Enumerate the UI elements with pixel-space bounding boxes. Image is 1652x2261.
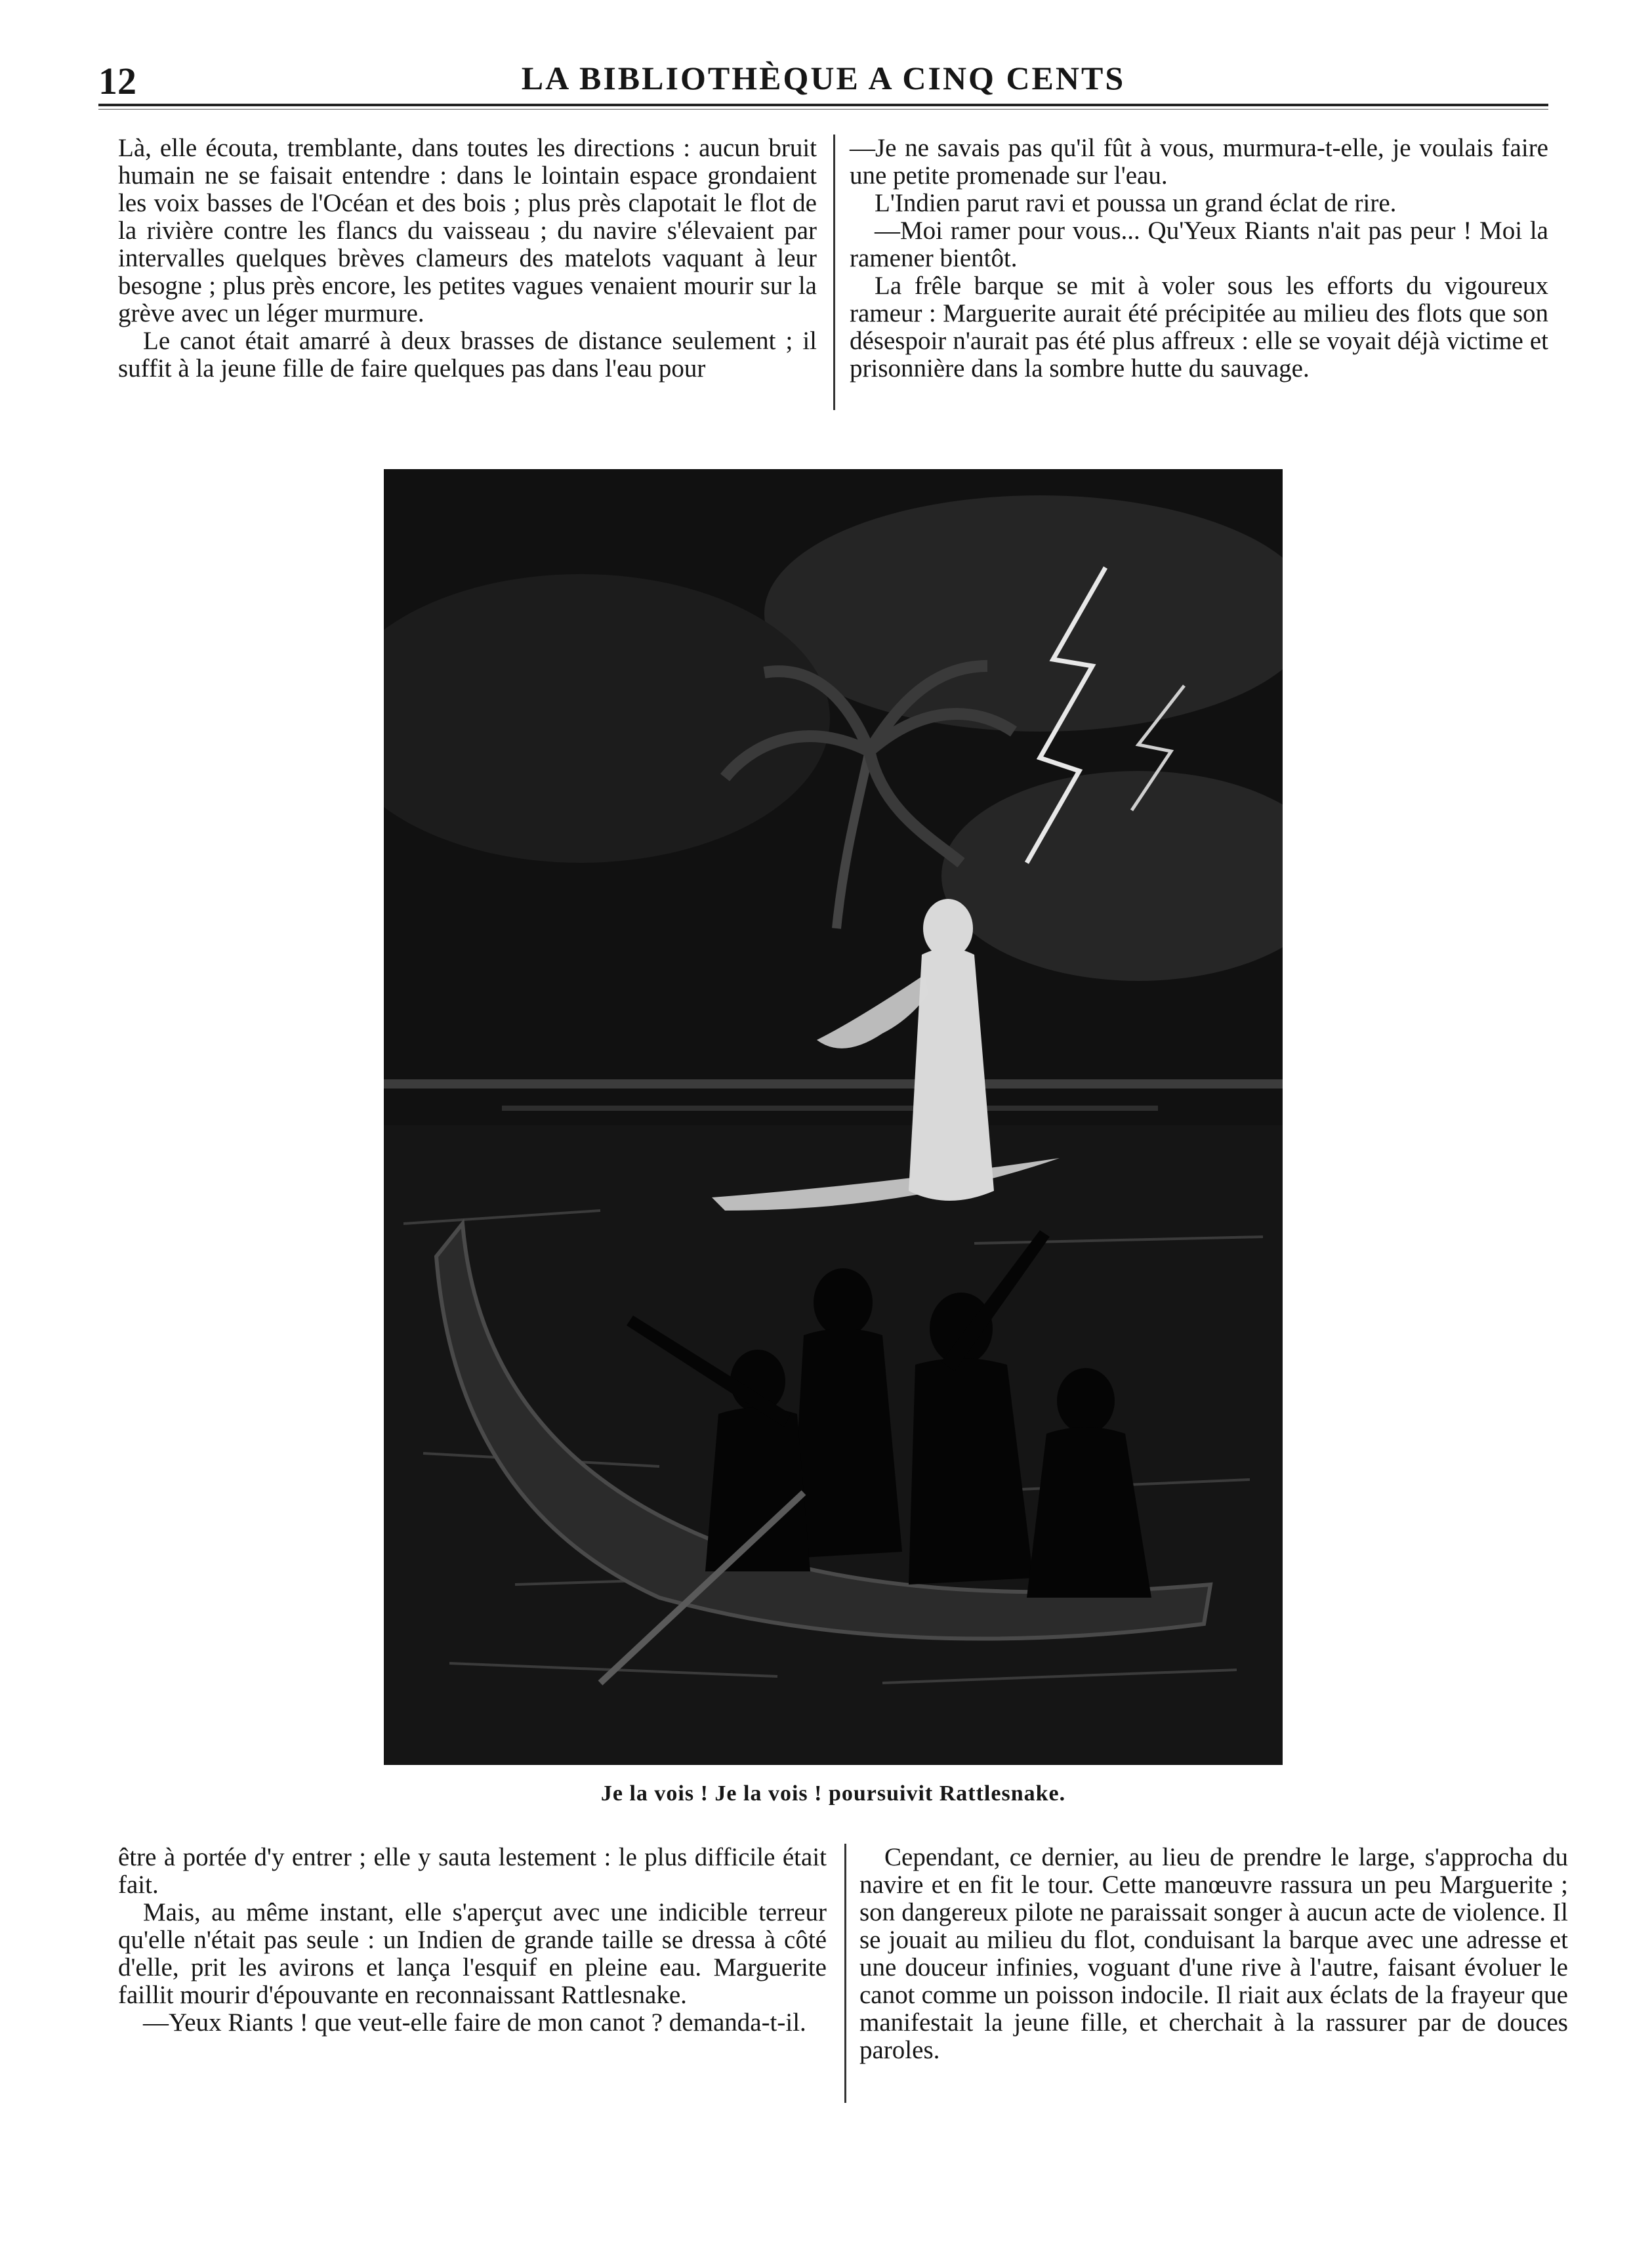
paragraph: Mais, au même instant, elle s'aperçut avec une indicible terreur qu'elle n'était pas seule : un Indien de grande taille se dressa à côté d'elle, prit les avirons et lança l'esquif en pleine eau. Marguerite faillit mourir d'épouvante en reconnaissant Rattlesnake. [118,1898,827,2009]
bottom-left-column [118,1844,827,2037]
page-header [98,59,1548,105]
paragraph: —Je ne savais pas qu'il fût à vous, murmura-t-elle, je voulais faire une petite promenade sur l'eau. [850,134,1548,190]
column-divider [844,1844,846,2103]
header-rule-thin [98,109,1548,110]
night-boat-scene [384,469,1283,1765]
running-title: LA BIBLIOTHÈQUE A CINQ CENTS [521,60,1126,96]
paragraph: être à portée d'y entrer ; elle y sauta lestement : le plus difficile était fait. [118,1843,827,1899]
paragraph: —Moi ramer pour vous... Qu'Yeux Riants n'ait pas peur ! Moi la ramener bientôt. [850,217,1548,272]
engraving-illustration [384,469,1283,1765]
top-left-column [118,135,817,383]
page-number: 12 [98,60,136,102]
bottom-right-column [859,1844,1568,2064]
paragraph: Cependant, ce dernier, au lieu de prendre le large, s'approcha du navire et en fit le tour. Cette manœuvre rassura un peu Marguerite ; son dangereux pilote ne paraissait songer à aucun acte de violence. Il se jouait au milieu du flot, conduisant la barque avec une adresse et une douceur infinies, voguant d'une rive à l'autre, faisant évoluer le canot comme un poisson indocile. Il riait aux éclats de la frayeur que manifestait la jeune fille, et cherchait à la rassurer par de douces paroles. [859,1843,1568,2064]
paragraph: L'Indien parut ravi et poussa un grand éclat de rire. [875,189,1397,217]
paragraph: Là, elle écouta, tremblante, dans toutes les directions : aucun bruit humain ne se faisait entendre : dans le lointain espace grondaient les voix basses de l'Océan et des bois ; plus près clapotait le flot de la rivière contre les flancs du vaisseau ; du navire s'élevaient par intervalles quelques brèves clameurs des matelots vaquant à leur besogne ; plus près encore, les petites vagues venaient mourir sur la grève avec un léger murmure. [118,134,817,327]
paragraph: —Yeux Riants ! que veut-elle faire de mon canot ? demanda-t-il. [143,2008,806,2037]
paragraph: La frêle barque se mit à voler sous les efforts du vigoureux rameur : Marguerite aurait été précipitée au milieu des flots que son désespoir n'aurait pas été plus affreux : elle se voyait déjà victime et prisonnière dans la sombre hutte du sauvage. [850,272,1548,383]
paragraph: Le canot était amarré à deux brasses de distance seulement ; il suffit à la jeune fille de faire quelques pas dans l'eau pour [118,327,817,383]
column-divider [833,135,835,410]
header-rule [98,104,1548,106]
illustration-caption: Je la vois ! Je la vois ! poursuivit Rattlesnake. [600,1781,1066,1806]
top-right-column [850,135,1548,383]
